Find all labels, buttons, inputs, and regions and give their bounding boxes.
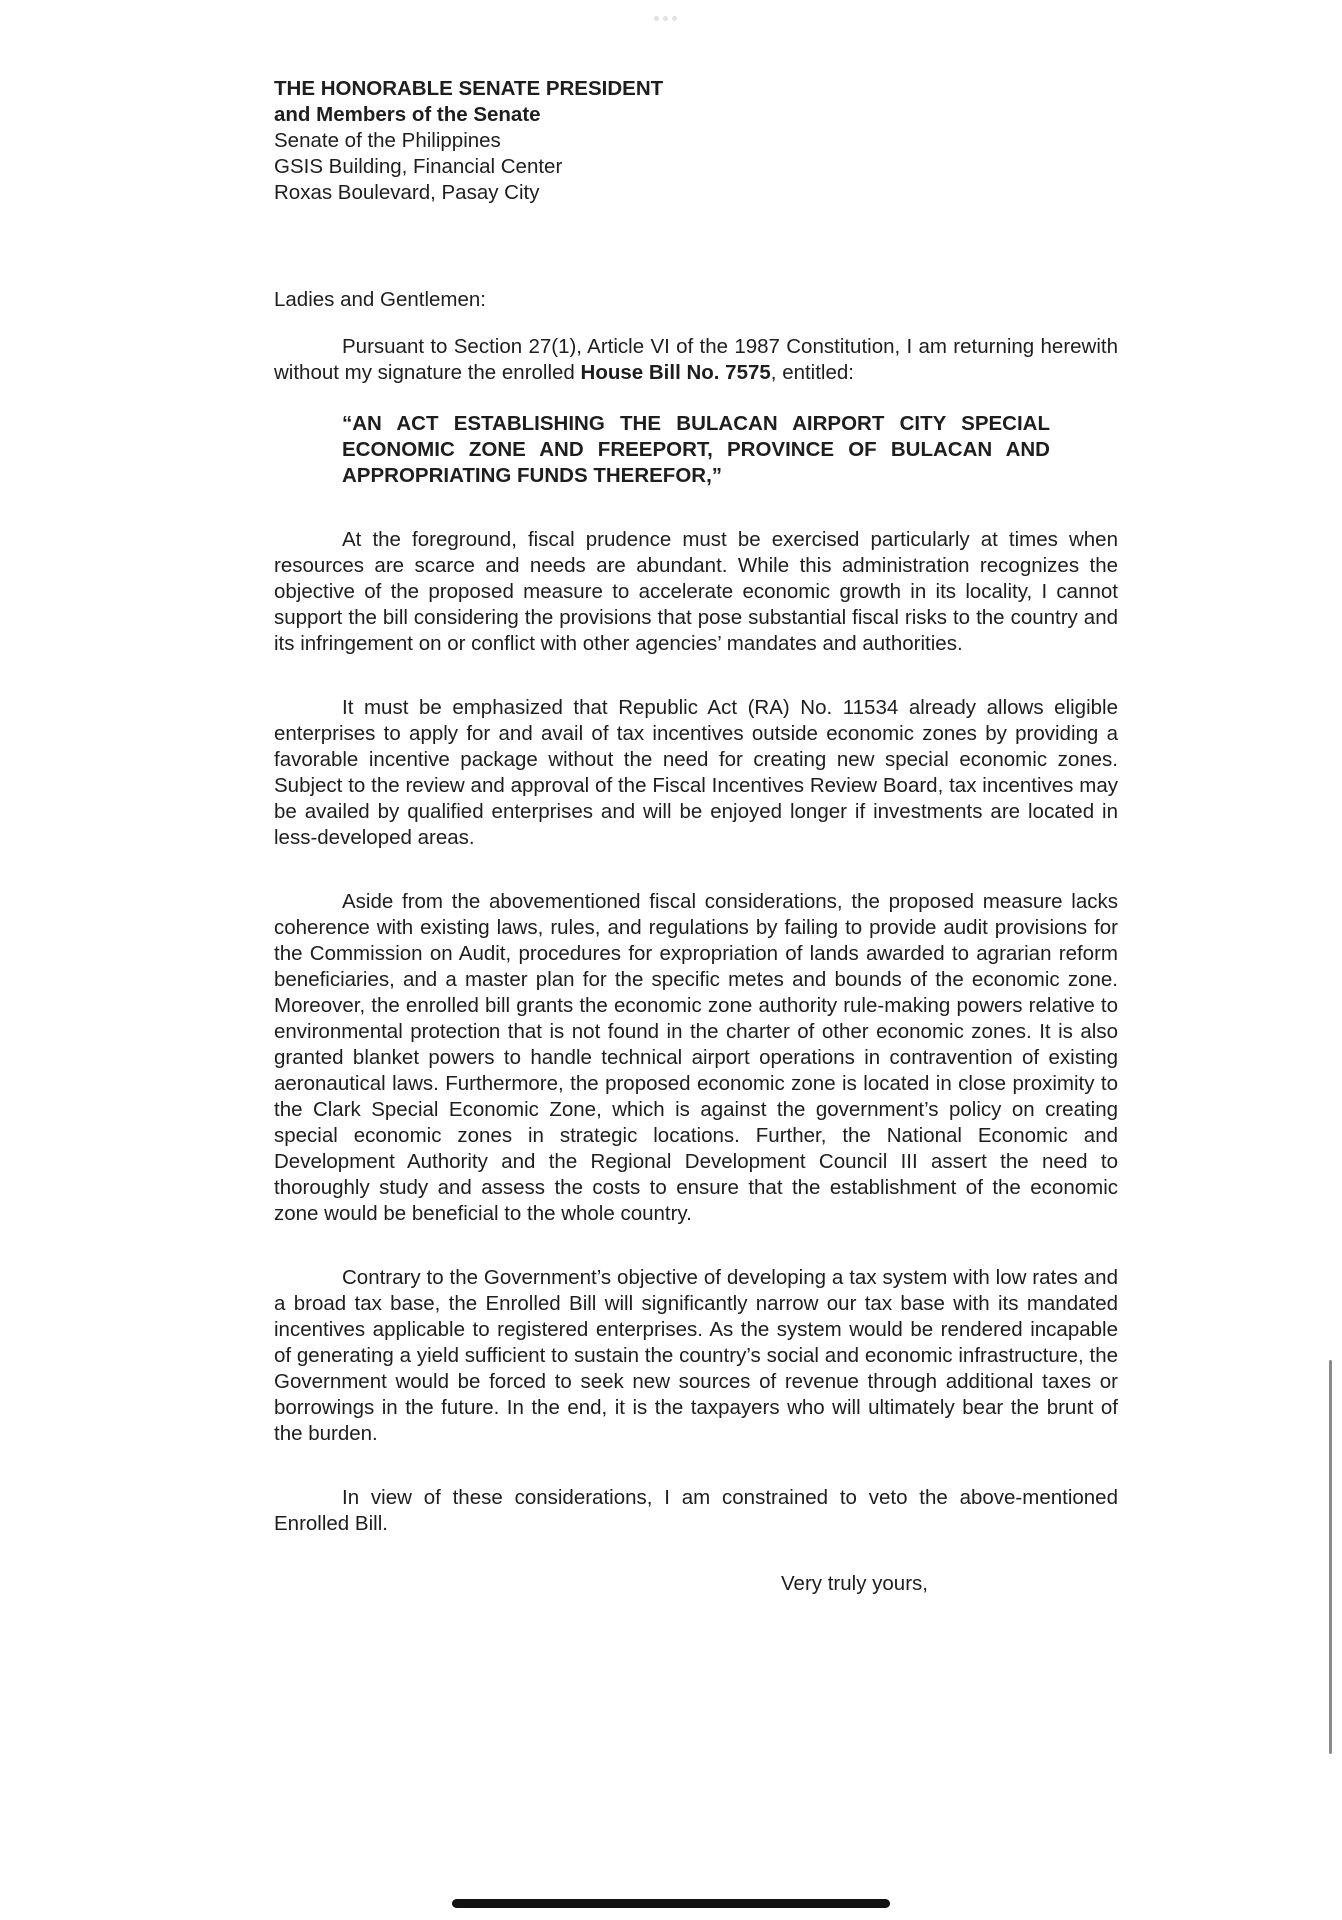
body-paragraph: Aside from the abovementioned fiscal considerations, the proposed measure lacks coherence with existing laws, rules, and regulations by failing to provide audit provisions for the Commission on Audit, procedures for expropriation of lands awarded to agrarian reform beneficiaries, and a master plan for the specific metes and bounds of the economic zone. Moreover, the enrolled bill grants the economic zone authority rule-making powers relative to environmental protection that is not found in the charter of other economic zones. It is also granted blanket powers to handle technical airport operations in contravention of existing aeronautical laws. Furthermore, the proposed economic zone is located in close proximity to the Clark Special Economic Zone, which is against the government’s policy on creating special economic zones in strategic locations. Further, the National Economic and Development Authority and the Regional Development Council III assert the need to thoroughly study and assess the costs to ensure that the establishment of the economic zone would be beneficial to the whole country. <box>274 890 1118 1225</box>
body-paragraph: In view of these considerations, I am constrained to veto the above-mentioned Enrolled Bill. <box>274 1486 1118 1535</box>
bill-title: “AN ACT ESTABLISHING THE BULACAN AIRPORT CITY SPECIAL ECONOMIC ZONE AND FREEPORT, PROVINCE OF BULACAN AND APPROPRIATING FUNDS THEREFOR,” <box>342 412 1050 487</box>
scrollbar[interactable] <box>1329 1360 1332 1754</box>
intro-paragraph <box>274 334 1118 386</box>
address-line: THE HONORABLE SENATE PRESIDENT <box>274 77 664 100</box>
address-line: GSIS Building, Financial Center <box>274 155 563 178</box>
address-line: Roxas Boulevard, Pasay City <box>274 181 540 204</box>
page-dots <box>654 16 677 21</box>
intro-text: Pursuant to Section 27(1), Article VI of the 1987 Constitution, I am returning herewith without my signature the enrolled <box>274 335 1118 384</box>
body-paragraph: Contrary to the Government’s objective of developing a tax system with low rates and a broad tax base, the Enrolled Bill will significantly narrow our tax base with its mandated incentives applicable to registered enterprises. As the system would be rendered incapable of generating a yield sufficient to sustain the country’s social and economic infrastructure, the Government would be forced to seek new sources of revenue through additional taxes or borrowings in the future. In the end, it is the taxpayers who will ultimately bear the brunt of the burden. <box>274 1266 1118 1445</box>
bill-number: House Bill No. 7575 <box>580 361 771 384</box>
veto-letter <box>274 76 1118 1597</box>
intro-text-end: , entitled: <box>770 361 854 384</box>
page-dot <box>672 16 677 21</box>
page-dot <box>654 16 659 21</box>
closing: Very truly yours, <box>781 1572 928 1595</box>
address-line: Senate of the Philippines <box>274 129 501 152</box>
home-indicator[interactable] <box>452 1899 890 1908</box>
recipient-address <box>274 76 1118 206</box>
body-paragraph: At the foreground, fiscal prudence must be exercised particularly at times when resources are scarce and needs are abundant. While this administration recognizes the objective of the proposed measure to accelerate economic growth in its locality, I cannot support the bill considering the provisions that pose substantial fiscal risks to the country and its infringement on or conflict with other agencies’ mandates and authorities. <box>274 528 1118 655</box>
body-paragraph: It must be emphasized that Republic Act (RA) No. 11534 already allows eligible enterprises to apply for and avail of tax incentives outside economic zones by providing a favorable incentive package without the need for creating new special economic zones. Subject to the review and approval of the Fiscal Incentives Review Board, tax incentives may be availed by qualified enterprises and will be enjoyed longer if investments are located in less-developed areas. <box>274 696 1118 849</box>
address-line: and Members of the Senate <box>274 103 541 126</box>
salutation: Ladies and Gentlemen: <box>274 288 486 311</box>
page-dot <box>663 16 668 21</box>
